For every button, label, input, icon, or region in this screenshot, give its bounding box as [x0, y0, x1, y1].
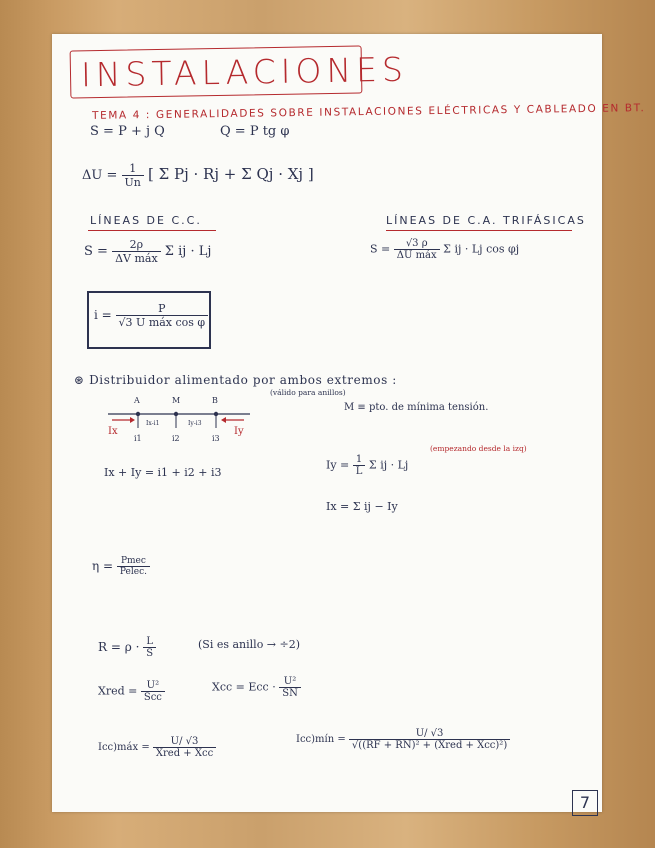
- dc-section-formula: [84, 238, 211, 265]
- efficiency-lhs: η =: [92, 559, 114, 573]
- node-m: [174, 412, 178, 416]
- icc-max-formula: [98, 736, 216, 759]
- ac-lines-heading: LÍNEAS DE C.A. TRIFÁSICAS: [386, 214, 586, 227]
- xcc-numerator: U²: [279, 676, 301, 688]
- current-numerator: P: [116, 302, 209, 316]
- xred-numerator: U²: [141, 680, 165, 692]
- dc-numerator: 2ρ: [112, 238, 161, 252]
- label-i1: i1: [134, 434, 142, 443]
- xcc-formula: [212, 676, 301, 699]
- label-iy: Iy: [234, 426, 244, 437]
- resistance-numerator: L: [143, 636, 156, 648]
- iy-lhs: Iy =: [326, 458, 350, 472]
- page-number: 7: [572, 790, 598, 816]
- node-a: [136, 412, 140, 416]
- min-voltage-note: M ≡ pto. de mínima tensión.: [344, 402, 489, 413]
- iy-formula: [326, 454, 408, 477]
- icc-min-lhs: Icc)mín =: [296, 734, 346, 745]
- dc-rhs: Σ ij · Lj: [164, 244, 212, 259]
- topic-subtitle: TEMA 4 : GENERALIDADES SOBRE INSTALACIONES ELÉCTRICAS Y CABLEADO EN BT.: [91, 102, 646, 122]
- label-b: B: [212, 396, 218, 405]
- current-balance-equation: Ix + Iy = i1 + i2 + i3: [104, 466, 222, 479]
- dc-lines-heading: LÍNEAS DE C.C.: [90, 214, 202, 227]
- label-ix: Ix: [108, 426, 118, 437]
- icc-min-formula: [296, 728, 510, 751]
- efficiency-numerator: Pmec: [117, 556, 150, 567]
- notebook-page: [52, 34, 646, 812]
- dc-denominator: ΔV máx: [115, 252, 158, 265]
- xred-formula: [98, 680, 165, 703]
- resistance-formula: [98, 636, 156, 659]
- resistance-denominator: S: [146, 648, 154, 659]
- iy-rhs: Σ ij · Lj: [368, 458, 409, 472]
- resistance-lhs: R = ρ ·: [98, 640, 140, 654]
- iy-note: (empezando desde la izq): [430, 444, 527, 453]
- xred-lhs: Xred =: [98, 684, 138, 698]
- dc-lhs: S =: [84, 244, 108, 259]
- efficiency-formula: [92, 556, 150, 577]
- iy-numerator: 1: [353, 454, 366, 466]
- xcc-lhs: Xcc = Ecc ·: [212, 680, 276, 694]
- efficiency-denominator: Pelec.: [119, 567, 147, 577]
- ix-formula: Ix = Σ ij − Iy: [326, 500, 398, 513]
- title-box: [70, 45, 409, 98]
- icc-max-numerator: U/ √3: [153, 736, 216, 748]
- icc-min-denominator: √((RF + RN)² + (Xred + Xcc)²): [351, 740, 508, 751]
- voltage-drop-numerator: 1: [122, 162, 144, 176]
- label-i3: i3: [212, 434, 220, 443]
- reactive-power-formula: Q = P tg φ: [220, 124, 290, 139]
- current-denominator: √3 U máx cos φ: [118, 316, 206, 329]
- apparent-power-formula: S = P + j Q: [90, 124, 165, 139]
- label-iy-minus-i3: Iy-i3: [188, 420, 202, 427]
- ac-heading-underline: [386, 230, 572, 231]
- distributor-note: (válido para anillos): [270, 388, 346, 397]
- xcc-denominator: SN: [282, 688, 298, 699]
- iy-arrowhead: [221, 417, 226, 423]
- ix-arrowhead: [130, 417, 135, 423]
- page-title: INSTALACIONES: [80, 49, 409, 95]
- voltage-drop-formula: [82, 162, 314, 189]
- ac-numerator: √3 ρ: [394, 238, 440, 250]
- current-formula: [94, 302, 208, 329]
- xred-denominator: Scc: [143, 692, 162, 703]
- label-m: M: [172, 396, 181, 405]
- icc-max-denominator: Xred + Xcc: [155, 748, 214, 759]
- iy-denominator: L: [355, 466, 363, 477]
- distributor-heading: ⊛ Distribuidor alimentado por ambos extremos :: [74, 373, 397, 387]
- label-a: A: [134, 396, 140, 405]
- voltage-drop-lhs: ΔU =: [82, 168, 118, 183]
- ac-rhs: Σ ij · Lj cos φj: [443, 242, 520, 256]
- ac-denominator: ΔU máx: [396, 250, 437, 261]
- node-b: [214, 412, 218, 416]
- voltage-drop-denominator: Un: [124, 176, 141, 189]
- icc-max-lhs: Icc)máx =: [98, 742, 150, 753]
- icc-min-numerator: U/ √3: [349, 728, 510, 740]
- ring-note: (Si es anillo → ÷2): [198, 638, 301, 651]
- ac-section-formula: [370, 238, 519, 261]
- dc-heading-underline: [88, 230, 216, 231]
- voltage-drop-rhs: [ Σ Pj · Rj + Σ Qj · Xj ]: [148, 165, 314, 183]
- current-lhs: i =: [94, 308, 112, 322]
- label-i2: i2: [172, 434, 180, 443]
- ac-lhs: S =: [370, 242, 391, 256]
- label-ix-minus-i1: Ix-i1: [146, 420, 160, 427]
